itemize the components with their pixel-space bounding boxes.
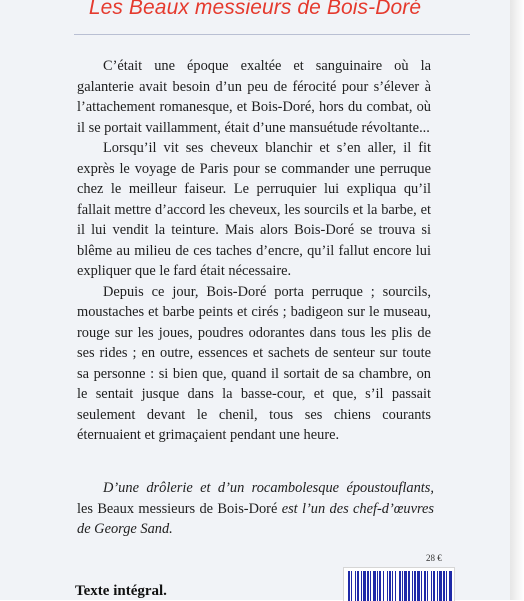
excerpt-text <box>77 56 431 446</box>
barcode-bar <box>433 571 435 601</box>
title-rule <box>74 34 470 35</box>
barcode-bar <box>377 571 378 601</box>
barcode-bar <box>412 571 413 601</box>
barcode-bar <box>404 571 407 601</box>
barcode <box>343 567 455 601</box>
barcode-bar <box>348 571 350 601</box>
barcode-bar <box>387 571 388 601</box>
barcode-bar <box>367 571 369 601</box>
barcode-bar <box>355 571 356 601</box>
blurb-book-name: les Beaux messieurs de Bois-Doré <box>77 500 282 517</box>
barcode-bar <box>449 571 452 601</box>
price-label: 28 € <box>426 553 442 563</box>
page-edge <box>510 0 524 600</box>
barcode-bar <box>361 571 362 601</box>
barcode-bar <box>431 571 432 601</box>
barcode-bar <box>421 571 422 601</box>
full-text-label: Texte intégral. <box>75 583 167 599</box>
barcode-bar <box>389 571 391 601</box>
barcode-bar <box>424 571 426 601</box>
barcode-bar <box>427 571 428 601</box>
barcode-bar <box>417 571 420 601</box>
barcode-bar <box>395 571 396 601</box>
book-title: Les Beaux messieurs de Bois-Doré <box>88 0 422 19</box>
barcode-bar <box>414 571 416 601</box>
barcode-bar <box>392 571 393 601</box>
barcode-bar <box>399 571 401 601</box>
barcode-bar <box>373 571 376 601</box>
barcode-bar <box>443 571 445 601</box>
excerpt-paragraph-2: Lorsqu’il vit ses cheveux blanchir et s’en aller, il fit exprès le voyage de Paris pour se commander une perruque chez le meilleur faiseur. Le perruquier lui expliqua qu’il fallait mettre d’accord les cheveux, les sourcils et la barbe, et il lui vendit la teinture. Mais alors Bois-Doré se trouva si blême au milieu de ces taches d’encre, qu’il fallut encore lui expliquer que le fard était nécessaire. <box>77 140 431 279</box>
blurb <box>77 478 434 540</box>
barcode-bar <box>379 571 381 601</box>
barcode-bar <box>363 571 366 601</box>
barcode-bar <box>402 571 403 601</box>
excerpt-paragraph-1: C’était une époque exaltée et sanguinaire où la galanterie avait besoin d’un peu de férocité pour s’élever à l’attachement romanesque, et Bois-Doré, hors du combat, où il se portait vaillamment, était d’une mansuétude révoltante... <box>77 58 431 136</box>
barcode-bar <box>383 571 384 601</box>
barcode-bar <box>446 571 447 601</box>
barcode-bar <box>408 571 410 601</box>
barcode-bar <box>439 571 442 601</box>
excerpt-paragraph-3: Depuis ce jour, Bois-Doré porta perruque ; sourcils, moustaches et barbe peints et cirés ; badigeon sur le museau, rouge sur les joues, poudres odorantes dans tous les plis de ses rides ; en outre, essences et sachets de senteur sur toute sa personne : si bien que, quand il sortait de sa chambre, on le sentait jusque dans la basse-cour, et que, s’il passait seulement devant le chenil, tous ses chiens courants éternuaient et grimaçaient pendant une heure. <box>77 283 431 443</box>
barcode-bar <box>370 571 371 601</box>
blurb-paragraph <box>77 478 434 540</box>
barcode-bar <box>437 571 438 601</box>
barcode-graphic <box>344 568 454 601</box>
barcode-bar <box>351 571 352 601</box>
blurb-italic-1: D’une drôlerie et d’un rocambolesque époustouflants, <box>103 480 434 496</box>
blurb-italic-2: est l’un des chef-d’œuvres de George Sand. <box>77 500 435 537</box>
barcode-bar <box>357 571 359 601</box>
